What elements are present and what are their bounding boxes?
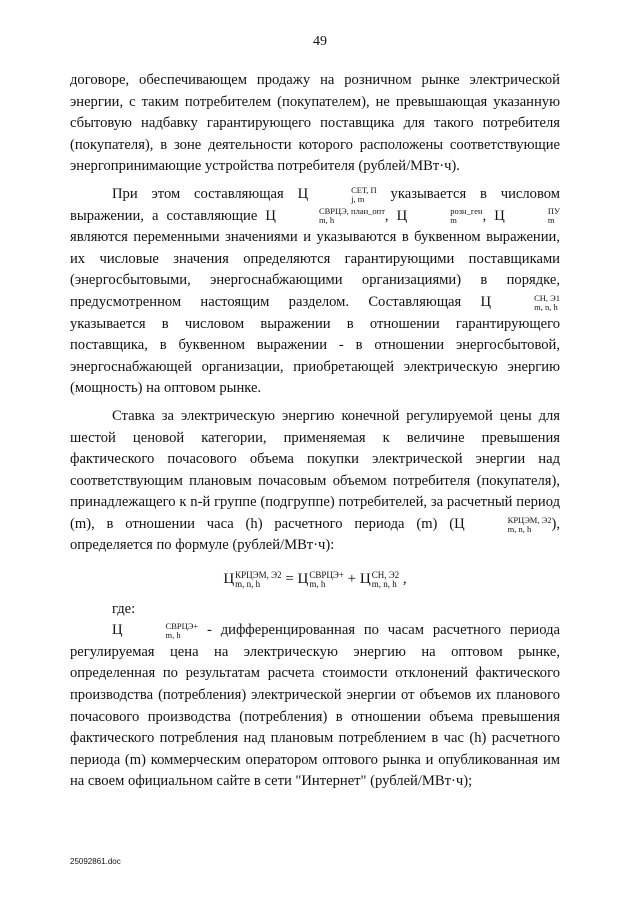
text: указывается в числовом выражении в отношении гарантирующего поставщика, в буквенном выражении - в отношении энергосбытовой, энергоснабжающей организации, приобретающей электрическую энергию (мощность) на оптовом рынке.: [70, 315, 560, 397]
text: являются переменными значениями и указываются в буквенном выражении, их числовые значения определяются гарантирующими поставщиками (энергосбытовыми, энергоснабжающими организациями) в порядке, предусмотренном настоящим разделом. Составляющая: [70, 229, 560, 310]
symbol-sup: СВРЦЭ+: [309, 569, 344, 580]
symbol-set-p: [298, 186, 377, 202]
text: Ставка за электрическую энергию конечной регулируемой цены для шестой ценовой категории, применяемая к величине превышения фактического почасового объема покупки электрической энергии над соответствующим плановым почасовым объемом потребителя (покупателя), принадлежащего к n-й группе (подгруппе) потребителей, за расчетный период (m), в отношении часа (h) расчетного периода (m) (: [70, 407, 560, 532]
symbol-indices: [492, 294, 560, 312]
definition: [70, 620, 560, 793]
symbol-sub: m: [450, 215, 457, 226]
symbol-indices: [506, 207, 560, 225]
text: ,: [482, 207, 495, 224]
symbol-sup: КРЦЭМ, Э2: [507, 514, 552, 525]
symbol-indices: [466, 516, 552, 534]
symbol-sub: j, m: [351, 193, 365, 204]
formula-operator: +: [343, 571, 360, 588]
symbol-base: Ц: [112, 622, 123, 639]
symbol-sup: ПУ: [547, 206, 561, 217]
formula: [70, 569, 560, 591]
symbol-base: Ц: [480, 293, 492, 310]
symbol-sup: КРЦЭМ, Э2: [235, 569, 282, 580]
symbol-sup: СВРЦЭ+: [165, 620, 199, 631]
symbol-indices: [408, 207, 482, 225]
symbol-indices: [309, 186, 377, 204]
symbol-base: Ц: [265, 207, 276, 224]
symbol-sub: m, n, h: [534, 301, 558, 312]
symbol-indices: [124, 622, 199, 640]
symbol-indices: [372, 571, 399, 589]
symbol-indices: [277, 207, 385, 225]
text: ), определяется по формуле (рублей/МВт·ч):: [70, 515, 560, 554]
symbol-rozn-gen: [397, 208, 483, 224]
symbol-base: Ц: [297, 571, 309, 588]
paragraph-2: [70, 184, 560, 400]
symbol-sub: m, n, h: [371, 578, 397, 589]
symbol-sn-e1: [481, 294, 560, 310]
symbol-indices: [235, 571, 281, 589]
paragraph-3: [70, 406, 560, 557]
symbol-svrcz-plan: [265, 208, 385, 224]
symbol-base: Ц: [494, 207, 505, 224]
symbol-base: Ц: [396, 207, 408, 224]
symbol-sub: m, h: [309, 578, 326, 589]
symbol-base: Ц: [223, 571, 235, 588]
text: - дифференцированная по часам расчетного периода регулируемая цена на электрическую энергию на оптовом рынке, определенная по результатам расчета стоимости отклонений фактического производства (потребления) электрической энергии от объемов их планового почасового производства (потребления) в отношении объема превышения фактического потребления над плановым потреблением в час (h) расчетного периода (m) коммерческим оператором оптового рынка и опубликованная им на своем официальном сайте в сети "Интернет" (рублей/МВт·ч);: [70, 622, 560, 790]
page-number: 49: [313, 34, 327, 49]
text: При этом составляющая: [112, 185, 298, 202]
paragraph-1: договоре, обеспечивающем продажу на розничном рынке электрической энергии, с таким потребителем (покупателем), не превышающая указанную сбытовую надбавку гарантирующего поставщика для такого потребителя (покупателя), в зоне деятельности которого расположены соответствующие энергопринимающие устройства потребителя (рублей/МВт·ч).: [70, 72, 560, 175]
where-label: где:: [112, 600, 136, 617]
symbol-sub: m: [547, 215, 555, 226]
symbol-sup: СВРЦЭ, план_опт: [318, 206, 385, 217]
symbol-sub: m, n, h: [507, 523, 532, 534]
footer-filename: 25092861.doc: [70, 857, 121, 866]
formula-punctuation: ,: [399, 571, 407, 588]
symbol-krcem-e2: [454, 516, 551, 532]
symbol-sup: СН, Э1: [534, 292, 560, 303]
symbol-pu: [494, 208, 560, 224]
symbol-sub: m, h: [318, 215, 335, 226]
symbol-indices: [309, 571, 344, 589]
symbol-sup: СЕТ, П: [351, 184, 377, 195]
symbol-sup: СН, Э2: [371, 569, 400, 580]
symbol-sub: m, n, h: [235, 578, 261, 589]
symbol-base: Ц: [297, 185, 309, 202]
symbol-krcem-e2: [223, 571, 281, 587]
symbol-svrcz-plus: [298, 571, 344, 587]
symbol-sup: розн_ген: [450, 206, 483, 217]
symbol-base: Ц: [359, 571, 371, 588]
symbol-base: Ц: [454, 515, 465, 532]
document-body: [70, 70, 560, 793]
symbol-sub: m, h: [165, 629, 181, 640]
symbol-svrcz-plus: [112, 622, 198, 638]
text: указывается в числовом выражении, а составляющие: [70, 185, 560, 224]
text: ,: [384, 207, 397, 224]
symbol-sn-e2: [360, 571, 399, 587]
formula-operator: =: [281, 571, 298, 588]
